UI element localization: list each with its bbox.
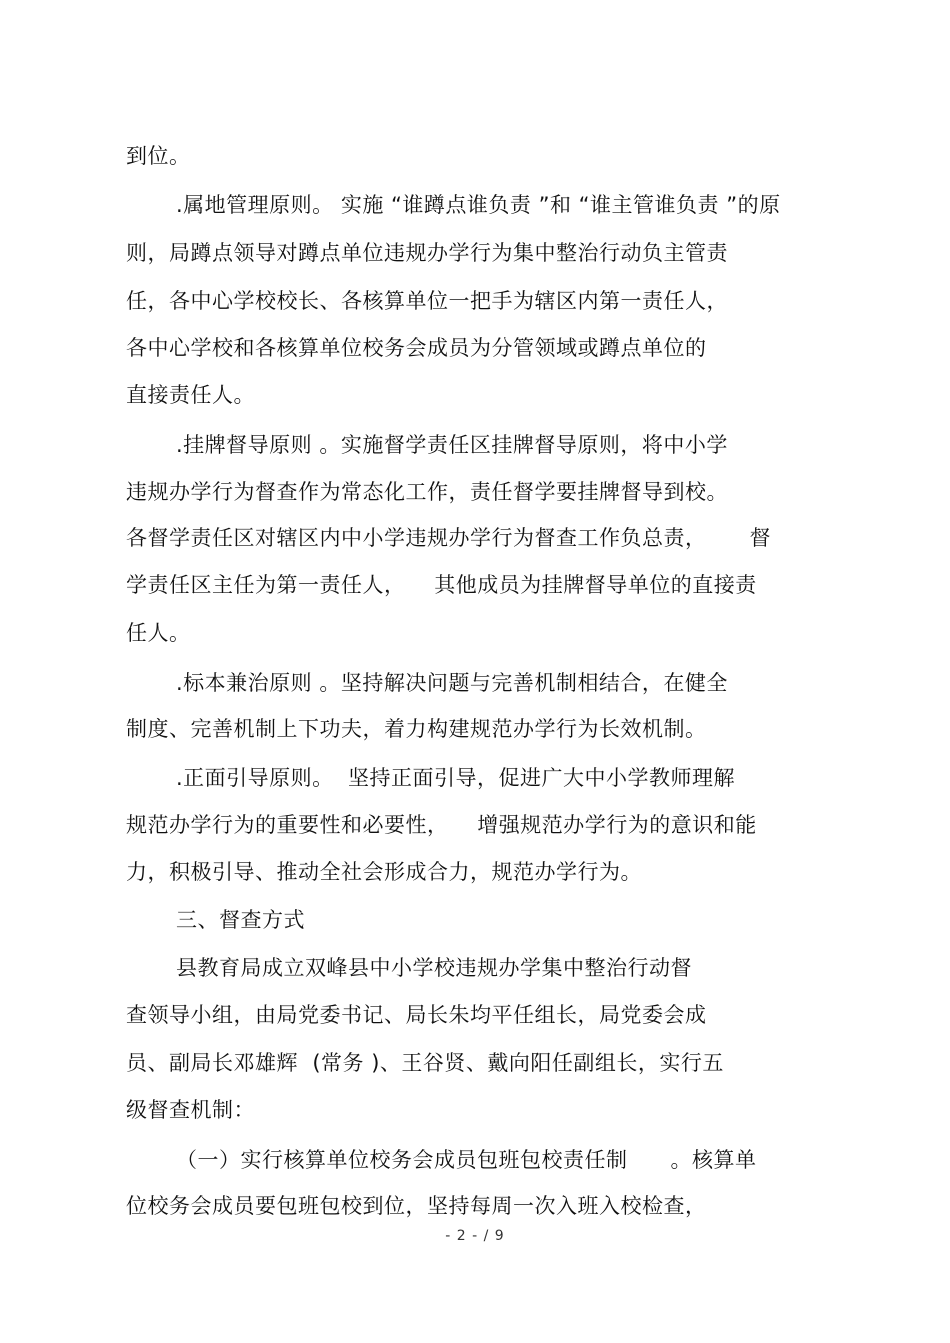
text-line-3: 则，局蹲点领导对蹲点单位违规办学行为集中整治行动负主管责	[126, 241, 728, 265]
text-line-12: .标本兼治原则 。坚持解决问题与完善机制相结合，在健全	[176, 671, 728, 695]
text-line-8: 违规办学行为督查作为常态化工作，责任督学要挂牌督导到校。	[126, 480, 728, 504]
text-line-13: 制度、完善机制上下功夫，着力构建规范办学行为长效机制。	[126, 717, 707, 741]
section-heading: 三、督查方式	[176, 908, 305, 932]
text-line-16: 力，积极引导、推动全社会形成合力，规范办学行为。	[126, 860, 642, 884]
text-line-14: .正面引导原则。 坚持正面引导，促进广大中小学教师理解	[176, 766, 736, 790]
text-line-6: 直接责任人。	[126, 383, 255, 407]
text-line-4: 任，各中心学校校长、各核算单位一把手为辖区内第一责任人，	[126, 289, 728, 313]
text-line-5: 各中心学校和各核算单位校务会成员为分管领域或蹲点单位的	[126, 336, 707, 360]
text-line-7: .挂牌督导原则 。实施督学责任区挂牌督导原则，将中小学	[176, 433, 728, 457]
text-line-10: 学责任区主任为第一责任人， 其他成员为挂牌督导单位的直接责	[126, 573, 757, 597]
text-line-22: （一）实行核算单位校务会成员包班包校责任制 。核算单	[176, 1148, 757, 1172]
text-line-2: .属地管理原则。 实施 “谁蹲点谁负责 ”和 “谁主管谁负责 ”的原	[176, 193, 781, 217]
text-line-23: 位校务会成员要包班包校到位，坚持每周一次入班入校检查，	[126, 1194, 707, 1218]
text-line-20: 员、副局长邓雄辉 (常务 )、王谷贤、戴向阳任副组长，实行五	[126, 1051, 724, 1075]
text-line-15: 规范办学行为的重要性和必要性， 增强规范办学行为的意识和能	[126, 813, 757, 837]
text-line-18: 县教育局成立双峰县中小学校违规办学集中整治行动督	[176, 956, 692, 980]
text-line-11: 任人。	[126, 621, 191, 645]
text-line-9: 各督学责任区对辖区内中小学违规办学行为督查工作负总责， 督	[126, 526, 772, 550]
text-line-19: 查领导小组，由局党委书记、局长朱均平任组长，局党委会成	[126, 1003, 707, 1027]
text-line-1: 到位。	[126, 144, 191, 168]
page-number: - 2 - / 9	[445, 1228, 505, 1244]
text-line-21: 级督查机制：	[126, 1098, 255, 1122]
